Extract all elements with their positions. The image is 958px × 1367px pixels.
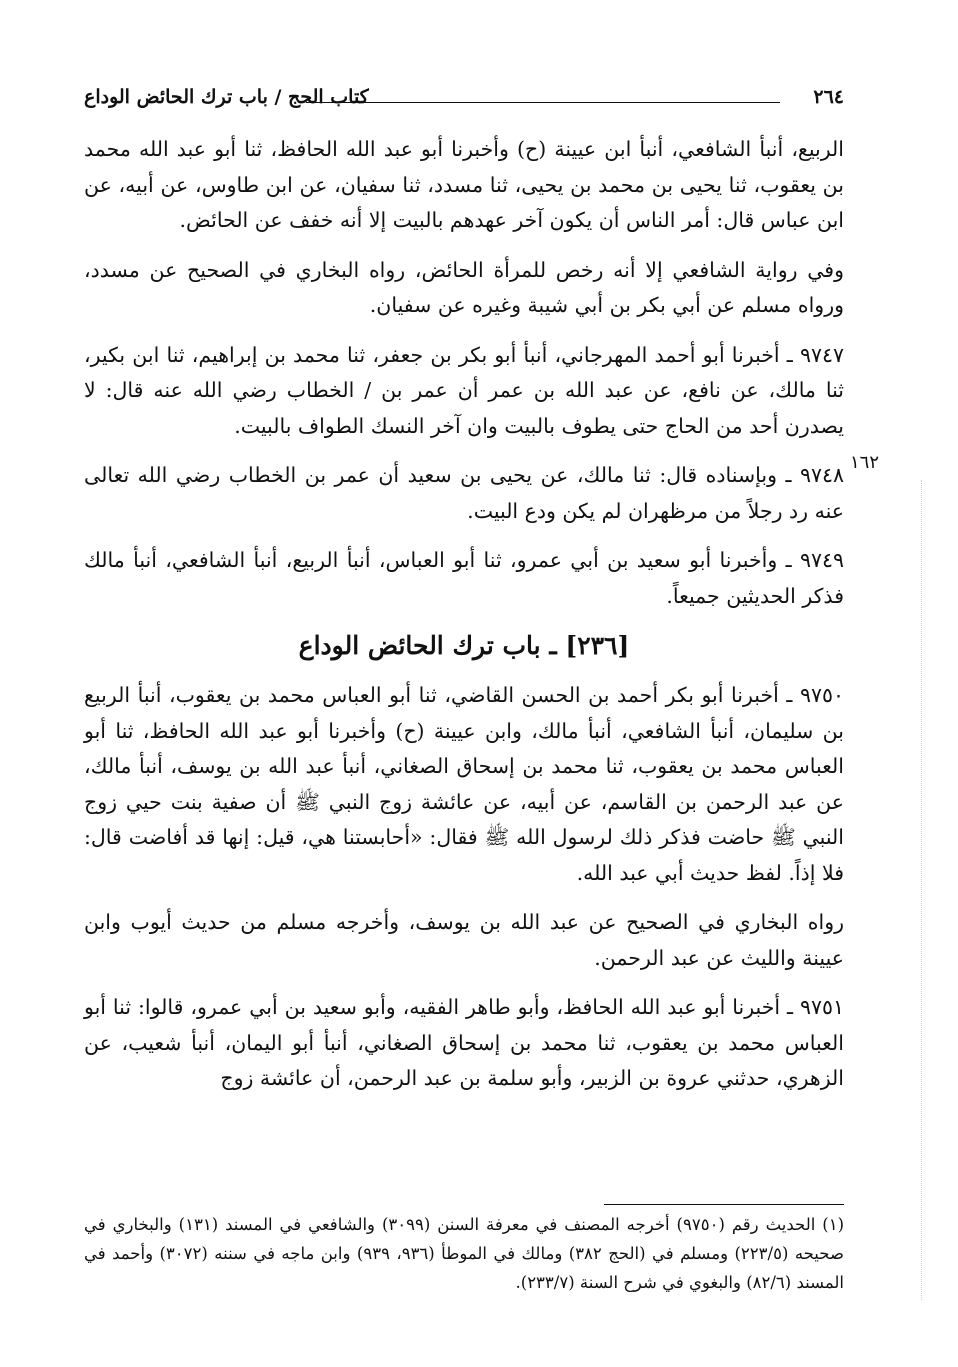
footnote: (١) الحديث رقم (٩٧٥٠) أخرجه المصنف في معرفة السنن (٣٠٩٩) والشافعي في المسند (١٣١) والبخاري في صحيحه (٢٢٣/٥) ومسلم في (الحج ٣٨٢) ومالك في الموطأ (٩٣٦، ٩٣٩) وابن ماجه في سننه (٣٠٧٢) وأحمد في المسند (٨٢/٦) والبغوي في شرح السنة (٢٣٣/٧). xyxy=(84,1215,845,1292)
hadith-9751: ٩٧٥١ ـ أخبرنا أبو عبد الله الحافظ، وأبو طاهر الفقيه، وأبو سعيد بن أبي عمرو، قالوا: ثنا أبو العباس محمد بن يعقوب، ثنا محمد بن إسحاق الصغاني، أنبأ أبو اليمان، أنبأ شعيب، عن الزهري، حدثني عروة بن الزبير، وأبو سلمة بن عبد الرحمن، أن عائشة زوج xyxy=(84,995,844,1090)
hadith-9748: ٩٧٤٨ ـ وبإسناده قال: ثنا مالك، عن يحيى بن سعيد أن عمر بن الخطاب رضي الله تعالى عنه رد رجلاً من مرظهران لم يكن ودع البيت. xyxy=(84,463,844,523)
page-number: ٢٦٤ xyxy=(813,86,844,108)
paragraph-2: وفي رواية الشافعي إلا أنه رخص للمرأة الحائض، رواه البخاري في الصحيح عن مسدد، ورواه مسلم عن أبي بكر بن أبي شيبة وغيره عن سفيان. xyxy=(84,257,844,317)
hadith-9747: ٩٧٤٧ ـ أخبرنا أبو أحمد المهرجاني، أنبأ أبو بكر بن جعفر، ثنا محمد بن إبراهيم، ثنا ابن بكير، ثنا مالك، عن نافع، عن عبد الله بن عمر أن عمر بن / الخطاب رضي الله عنه قال: لا يصدرن أحد من الحاج حتى يطوف بالبيت وان آخر النسك الطواف بالبيت. xyxy=(84,342,844,438)
page-edge-mark xyxy=(920,480,922,1300)
margin-folio-number: ١٦٢ xyxy=(850,452,880,473)
paragraph-7: رواه البخاري في الصحيح عن عبد الله بن يوسف، وأخرجه مسلم من حديث أيوب وابن عيينة والليث عن عبد الرحمن. xyxy=(84,910,844,970)
paragraph-1: الربيع، أنبأ الشافعي، أنبأ ابن عيينة (ح) وأخبرنا أبو عبد الله الحافظ، ثنا أبو عبد الله محمد بن يعقوب، ثنا يحيى بن محمد بن يحيى، ثنا مسدد، ثنا سفيان، عن ابن طاوس، عن أبيه، عن ابن عباس قال: أمر الناس أن يكون آخر عهدهم بالبيت إلا أنه خفف عن الحائض. xyxy=(84,137,844,232)
chapter-heading: [٢٣٦] ـ باب ترك الحائض الوداع xyxy=(298,631,630,660)
hadith-9749: ٩٧٤٩ ـ وأخبرنا أبو سعيد بن أبي عمرو، ثنا أبو العباس، أنبأ الربيع، أنبأ الشافعي، أنبأ مالك فذكر الحديثين جميعاً. xyxy=(84,548,844,608)
page-header xyxy=(84,82,844,116)
main-text xyxy=(84,132,844,1111)
footnote-separator xyxy=(604,1204,844,1205)
header-rule xyxy=(306,102,780,103)
running-title: كتاب الحج / باب ترك الحائض الوداع xyxy=(84,86,369,108)
hadith-9750: ٩٧٥٠ ـ أخبرنا أبو بكر أحمد بن الحسن القاضي، ثنا أبو العباس محمد بن يعقوب، أنبأ الربيع بن سليمان، أنبأ الشافعي، أنبأ مالك، وابن عيينة (ح) وأخبرنا أبو عبد الله الحافظ، ثنا أبو العباس محمد بن يعقوب، ثنا محمد بن إسحاق الصغاني، أنبأ عبد الله بن يوسف، أنبأ مالك، عن عبد الرحمن بن القاسم، عن أبيه، عن عائشة زوج النبي ﷺ أن صفية بنت حيي زوج النبي ﷺ حاضت فذكر ذلك لرسول الله ﷺ فقال: «أحابستنا هي، قيل: إنها قد أفاضت قال: فلا إذاً. لفظ حديث أبي عبد الله. xyxy=(84,683,844,885)
